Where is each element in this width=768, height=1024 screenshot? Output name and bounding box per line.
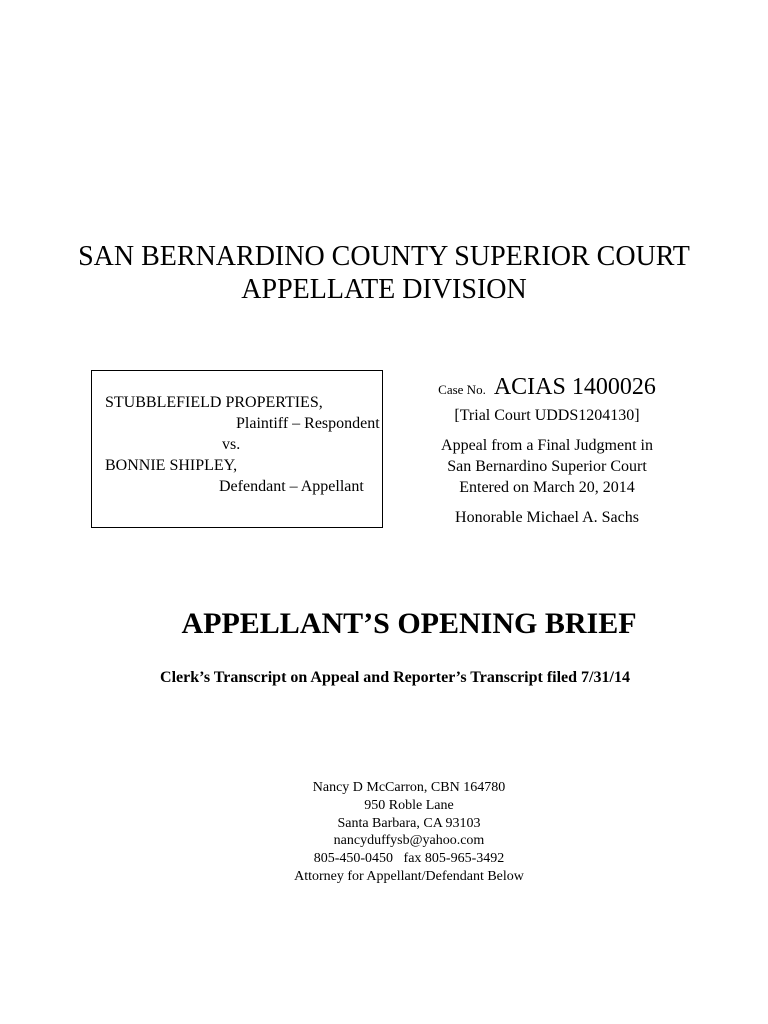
appeal-line-3: Entered on March 20, 2014 (459, 479, 635, 496)
appeal-line-2: San Bernardino Superior Court (447, 458, 647, 475)
defendant-role: Defendant – Appellant (219, 478, 364, 495)
plaintiff-name: STUBBLEFIELD PROPERTIES, (105, 394, 323, 411)
case-number: ACIAS 1400026 (493, 374, 656, 400)
court-name: SAN BERNARDINO COUNTY SUPERIOR COURT (78, 241, 690, 272)
appeal-description (400, 435, 694, 498)
case-info-block (400, 372, 694, 528)
court-division: APPELLATE DIVISION (241, 274, 527, 305)
attorney-role: Attorney for Appellant/Defendant Below (294, 868, 524, 884)
case-caption-box (91, 370, 383, 528)
appeal-line-1: Appeal from a Final Judgment in (441, 437, 653, 454)
brief-title: APPELLANT’S OPENING BRIEF (181, 607, 637, 640)
defendant-name: BONNIE SHIPLEY, (105, 457, 238, 474)
case-number-line (400, 372, 694, 405)
attorney-email: nancyduffysb@yahoo.com (333, 833, 485, 849)
attorney-phone-fax: 805-450-0450 fax 805-965-3492 (313, 851, 505, 867)
attorney-block (0, 779, 768, 886)
judge-name: Honorable Michael A. Sachs (455, 509, 639, 526)
case-number-label: Case No. (438, 382, 486, 397)
attorney-name: Nancy D McCarron, CBN 164780 (312, 780, 506, 795)
attorney-city: Santa Barbara, CA 93103 (337, 815, 481, 831)
versus-label: vs. (222, 436, 241, 453)
plaintiff-role: Plaintiff – Respondent (236, 415, 380, 432)
trial-court-number: [Trial Court UDDS1204130] (454, 407, 640, 424)
court-heading (0, 240, 768, 306)
transcript-note: Clerk’s Transcript on Appeal and Reporter’s Transcript filed 7/31/14 (160, 669, 630, 686)
attorney-street: 950 Roble Lane (364, 797, 454, 813)
